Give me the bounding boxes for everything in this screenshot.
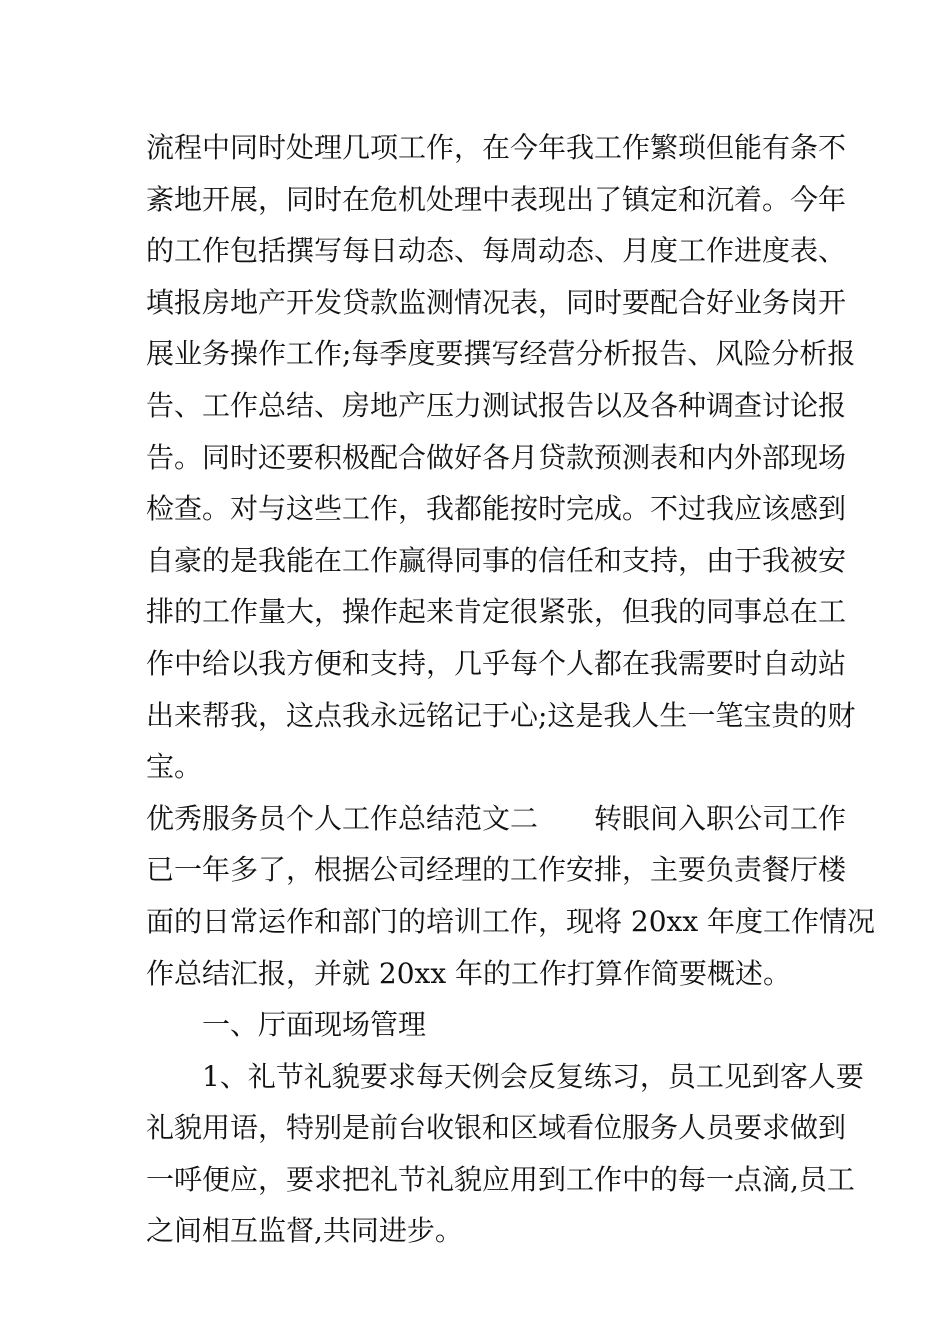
text-line: 流程中同时处理几项工作，在今年我工作繁琐但能有条不 — [146, 131, 847, 164]
text-line: 1、礼节礼貌要求每天例会反复练习，员工见到客人要 — [202, 1059, 864, 1093]
text-line: 告。同时还要积极配合做好各月贷款预测表和内外部现场 — [146, 440, 847, 474]
text-line: 宝。 — [146, 750, 203, 784]
text-line: 的工作包括撰写每日动态、每周动态、月度工作进度表、 — [146, 234, 847, 268]
text-line: 一呼便应，要求把礼节礼貌应用到工作中的每一点滴,员工 — [146, 1162, 855, 1196]
text-line: 出来帮我，这点我永远铭记于心;这是我人生一笔宝贵的财 — [146, 698, 856, 732]
section-title-line: 优秀服务员个人工作总结范文二 转眼间入职公司工作 — [146, 801, 847, 835]
text-line: 告、工作总结、房地产压力测试报告以及各种调查讨论报 — [146, 388, 847, 422]
text-line: 自豪的是我能在工作赢得同事的信任和支持，由于我被安 — [146, 543, 847, 577]
text-line: 礼貌用语，特别是前台收银和区域看位服务人员要求做到 — [146, 1111, 847, 1145]
text-line: 作中给以我方便和支持，几乎每个人都在我需要时自动站 — [146, 646, 847, 680]
text-line: 作总结汇报，并就 20xx 年的工作打算作简要概述。 — [146, 956, 792, 990]
text-line: 紊地开展，同时在危机处理中表现出了镇定和沉着。今年 — [146, 182, 847, 216]
text-line: 检查。对与这些工作，我都能按时完成。不过我应该感到 — [146, 492, 847, 526]
body-text — [146, 122, 876, 1257]
heading-line: 一、厅面现场管理 — [202, 1008, 427, 1042]
text-line: 排的工作量大，操作起来肯定很紧张，但我的同事总在工 — [146, 595, 847, 629]
text-line: 已一年多了，根据公司经理的工作安排，主要负责餐厅楼 — [146, 853, 847, 887]
text-line: 面的日常运作和部门的培训工作，现将 20xx 年度工作情况 — [146, 904, 876, 938]
text-line: 展业务操作工作;每季度要撰写经营分析报告、风险分析报 — [146, 337, 856, 371]
text-line: 之间相互监督,共同进步。 — [146, 1214, 463, 1248]
text-line: 填报房地产开发贷款监测情况表，同时要配合好业务岗开 — [146, 285, 847, 319]
